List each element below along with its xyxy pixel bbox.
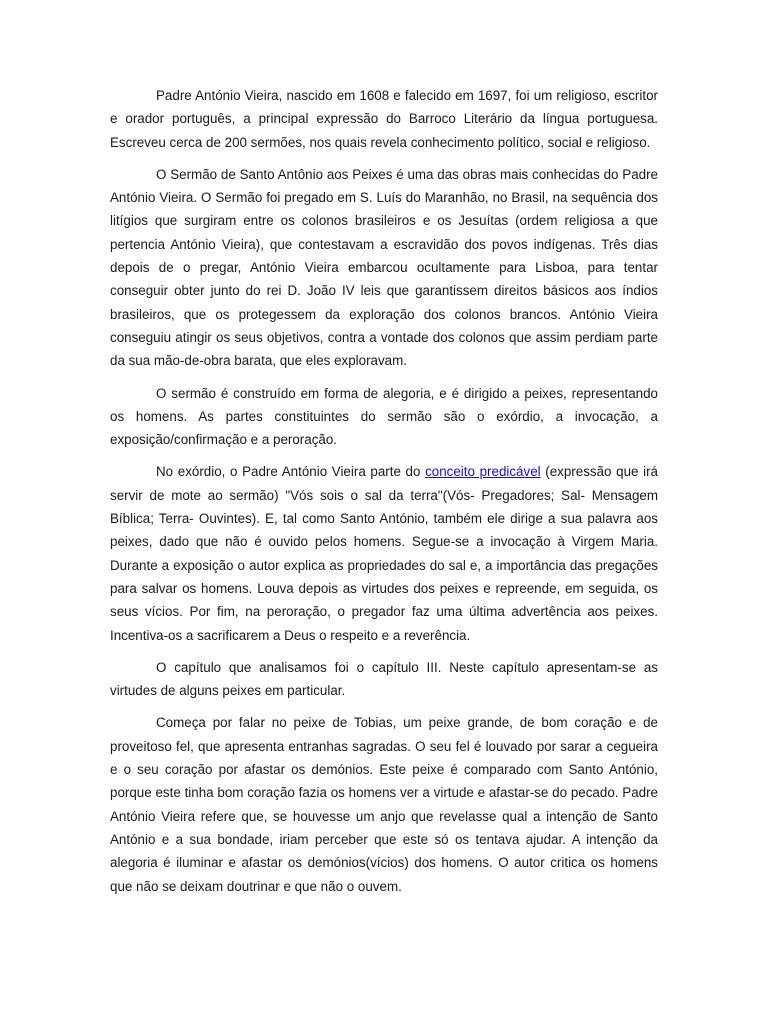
conceito-predicavel-link[interactable]: conceito predicável (425, 464, 541, 480)
paragraph-introduction: Padre António Vieira, nascido em 1608 e falecido em 1697, foi um religioso, escritor e orador português, a principal expressão do Barroco Literário da língua portuguesa. Escreveu cerca de 200 sermões, nos quais revela conhecimento político, social e religioso. (110, 88, 658, 150)
paragraph-tobias-fish: Começa por falar no peixe de Tobias, um peixe grande, de bom coração e de proveitoso fel, que apresenta entranhas sagradas. O seu fel é louvado por sarar a cegueira e o seu coração por afastar os demónios. Este peixe é comparado com Santo António, porque este tinha bom coração fazia os homens ver a virtude e afastar-se do pecado. Padre António Vieira refere que, se houvesse um anjo que revelasse qual a intenção de Santo António e a sua bondade, iriam perceber que este só os tentava ajudar. A intenção da alegoria é iluminar e afastar os demónios(vícios) dos homens. O autor critica os homens que não se deixam doutrinar e que não o ouvem. (110, 715, 658, 894)
exordium-text-rest: (expressão que irá servir de mote ao sermão) "Vós sois o sal da terra"(Vós- Pregadores; Sal- Mensagem Bíblica; Terra- Ouvintes). E, tal como Santo António, também ele dirige a sua palavra aos peixes, dado que não é ouvido pelos homens. Segue-se a invocação à Virgem Maria. Durante a exposição o autor explica as propriedades do sal e, a importância das pregações para salvar os homens. Louva depois as virtudes dos peixes e repreende, em seguida, os seus vícios. Por fim, na peroração, o pregador faz uma última advertência aos peixes. Incentiva-os a sacrificarem a Deus o respeito e a reverência. (110, 464, 658, 643)
paragraph-exordium (110, 460, 658, 646)
paragraph-allegory: O sermão é construído em forma de alegoria, e é dirigido a peixes, representando os homens. As partes constituintes do sermão são o exórdio, a invocação, a exposição/confirmação e a peroração. (110, 385, 658, 448)
document-page (110, 84, 658, 907)
paragraph-chapter-three: O capítulo que analisamos foi o capítulo III. Neste capítulo apresentam-se as virtudes de alguns peixes em particular. (110, 659, 658, 699)
paragraph-sermon-context: O Sermão de Santo Antônio aos Peixes é uma das obras mais conhecidas do Padre António Vieira. O Sermão foi pregado em S. Luís do Maranhão, no Brasil, na sequência dos litígios que surgiram entre os colonos brasileiros e os Jesuítas (ordem religiosa a que pertencia António Vieira), que contestavam a escravidão dos povos indígenas. Três dias depois de o pregar, António Vieira embarcou ocultamente para Lisboa, para tentar conseguir obter junto do rei D. João IV leis que garantissem direitos básicos aos índios brasileiros, que os protegessem da exploração dos colonos brancos. António Vieira conseguiu atingir os seus objetivos, contra a vontade dos colonos que assim perdiam parte da sua mão-de-obra barata, que eles exploravam. (110, 166, 658, 369)
exordium-text-start: No exórdio, o Padre António Vieira parte do (156, 464, 426, 480)
